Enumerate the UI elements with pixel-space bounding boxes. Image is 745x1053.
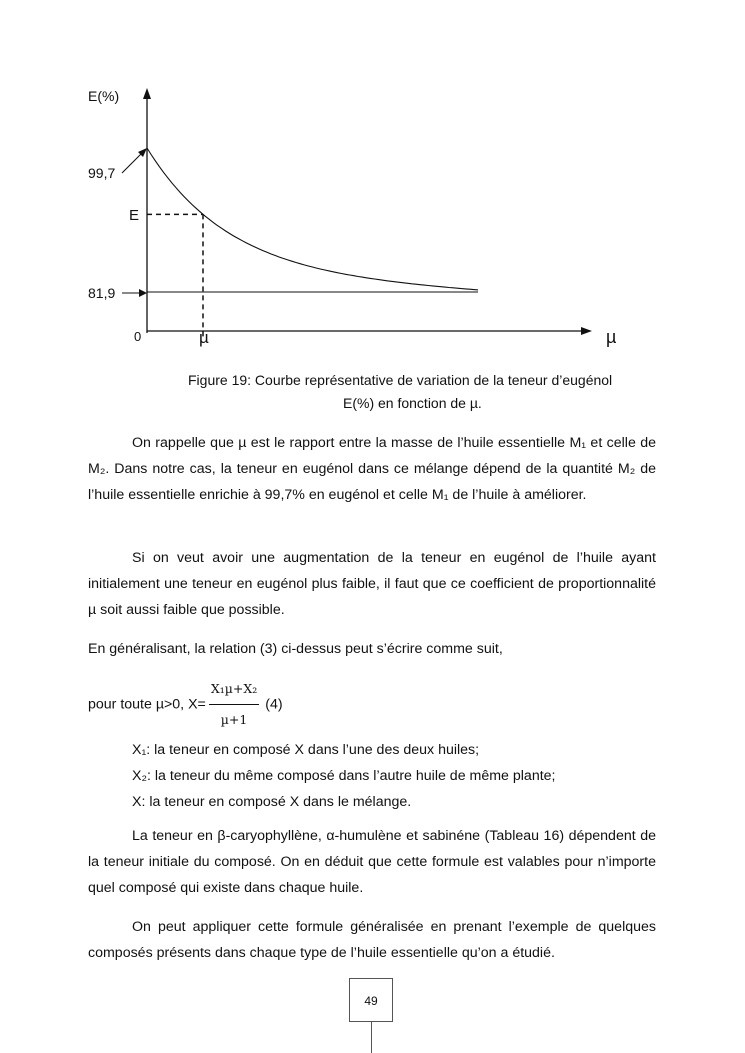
paragraph-application: On peut appliquer cette formule généralisée en prenant l’exemple de quelques composés présents dans chaque type de l’huile essentielle qu’on a étudié. — [88, 919, 656, 961]
formula-number: (4) — [265, 696, 283, 713]
paragraph-mu-definition: On rappelle que µ est le rapport entre la masse de l’huile essentielle M₁ et celle de M₂. Dans notre cas, la teneur en eugénol dans ce mélange dépend de la quantité M₂ de l’huile essentielle enrichie à 99,7% en eugénol et celle M₁ de l’huile à améliorer. — [88, 435, 656, 503]
formula-denominator: µ+1 — [220, 712, 248, 727]
formula-prefix: pour toute µ>0, X= — [88, 696, 206, 713]
paragraph-composes: La teneur en β-caryophyllène, α-humulène et sabinéne (Tableau 16) dépendent de la teneur initiale du composé. On en déduit que cette formule est valables pour n’importe quel composé qui existe dans chaque huile. — [88, 828, 656, 896]
definition-x: X: la teneur en composé X dans le mélange. — [132, 794, 412, 810]
paragraph-generalization: En généralisant, la relation (3) ci-dessus peut s’écrire comme suit, — [88, 641, 503, 657]
mu-marker-label: µ — [199, 328, 209, 347]
definition-x1: X₁: la teneur en composé X dans l’une des deux huiles; — [132, 742, 480, 758]
caption-line-1: Figure 19: Courbe représentative de variation de la teneur d’eugénol — [188, 372, 613, 388]
e-marker-label: E — [129, 207, 140, 224]
page-number: 49 — [349, 978, 393, 1022]
definition-x2: X₂: la teneur du même composé dans l’autre huile de même plante; — [132, 768, 556, 784]
formula-fraction — [209, 676, 259, 733]
formula-4 — [88, 676, 283, 733]
paragraph-mu-low: Si on veut avoir une augmentation de la teneur en eugénol de l’huile ayant initialement une teneur en eugénol plus faible, il faut que ce coefficient de proportionnalité µ soit aussi faible que possible. — [88, 550, 656, 618]
eugenol-curve-figure — [0, 0, 745, 360]
formula-numerator: X₁µ+X₂ — [209, 676, 259, 705]
x-axis-arrowhead — [581, 327, 592, 335]
y-axis-label: E(%) — [88, 88, 120, 104]
arrow-81-9-head — [139, 289, 147, 297]
label-99-7: 99,7 — [88, 165, 116, 181]
y-axis-arrowhead — [143, 88, 151, 99]
page-number-line — [371, 1022, 372, 1053]
origin-label: 0 — [134, 329, 142, 344]
label-81-9: 81,9 — [88, 285, 116, 301]
x-axis-label: µ — [606, 327, 617, 347]
caption-line-2: E(%) en fonction de µ. — [343, 395, 482, 411]
eugenol-curve — [147, 148, 478, 290]
